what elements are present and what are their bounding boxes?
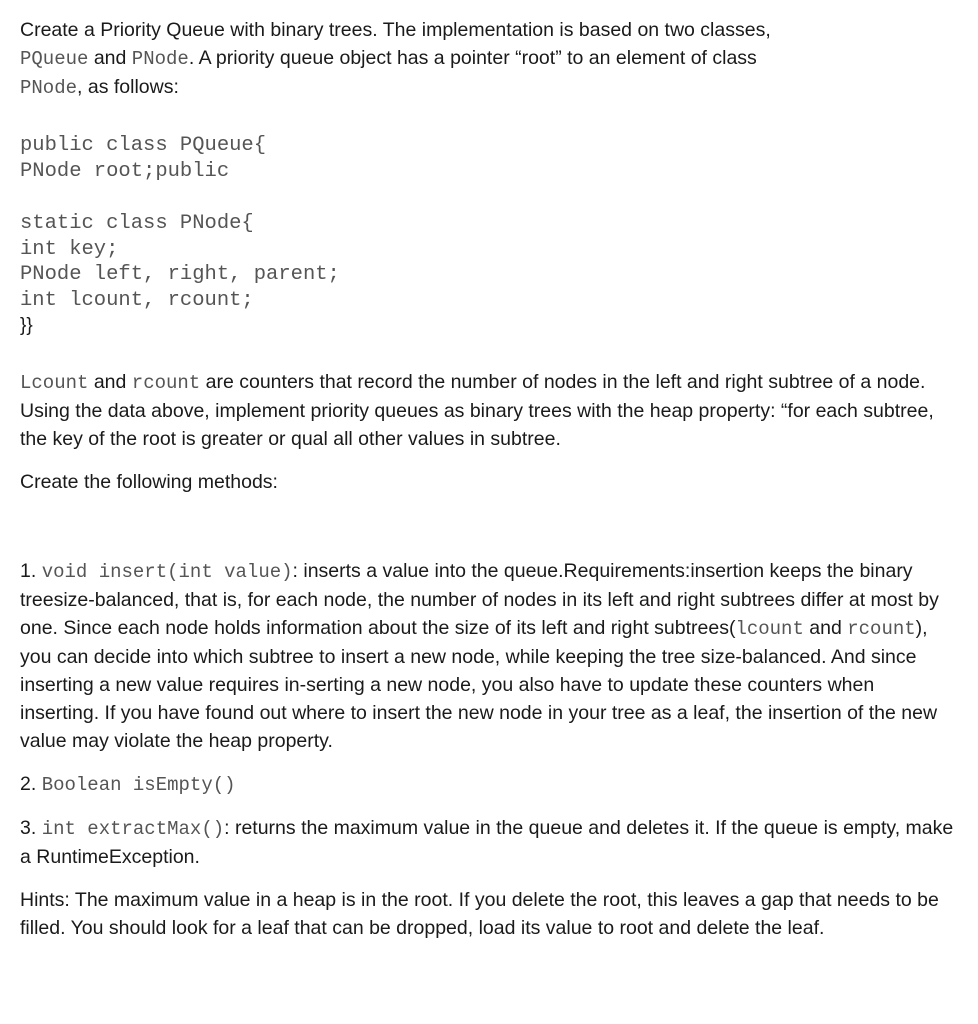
intro-paragraph <box>20 16 955 102</box>
create-methods-heading: Create the following methods: <box>20 470 278 493</box>
item3-number: 3. <box>20 816 42 839</box>
intro-text-3: . A priority queue object has a pointer “root” to an element of class <box>188 47 757 69</box>
item1-number: 1. <box>20 559 42 582</box>
item2-signature: Boolean isEmpty() <box>41 773 236 796</box>
intro-code-pnode: PNode <box>131 48 189 70</box>
item3-text-1: : returns the maximum value in the queue and deletes it. If the queue is empty, make a RuntimeException. <box>20 816 954 868</box>
method-insert <box>20 557 955 755</box>
intro-code-pnode-2: PNode <box>20 77 78 99</box>
item1-text-1: : inserts a value into the queue.Requirements:insertion keeps the binary treesize-balanced, that is, for each node, the number of nodes in its left and right subtrees differ at most by one. Since each node holds information about the size of its left and right subtrees( <box>20 559 939 639</box>
desc-code-lcount: Lcount <box>20 371 89 394</box>
desc-text-1: and <box>88 370 132 393</box>
code-close-braces: }} <box>20 315 33 336</box>
code-line: public class PQueue{ <box>20 134 267 157</box>
item3-signature: int extractMax() <box>41 817 225 840</box>
intro-text-1: Create a Priority Queue with binary trees. The implementation is based on two classes, <box>20 19 771 41</box>
code-block-pqueue <box>20 133 955 184</box>
desc-code-rcount: rcount <box>131 371 201 394</box>
document-body <box>20 16 955 942</box>
intro-text-4: , as follows: <box>77 76 179 98</box>
code-line: static class PNode{ <box>20 212 254 235</box>
code-line: PNode left, right, parent; <box>20 263 340 286</box>
intro-text-2: and <box>88 47 132 69</box>
desc-text-2: are counters that record the number of nodes in the left and right subtree of a node. Using the data above, implement priority queues as binary trees with the heap property: “for each subtree, the key of the root is greater or qual all other values in subtree. <box>20 370 934 450</box>
code-block-pnode <box>20 211 955 340</box>
code-line: PNode root;public <box>20 159 230 183</box>
item1-code-rcount: rcount <box>847 617 916 640</box>
intro-code-pqueue: PQueue <box>20 48 89 70</box>
item1-code-lcount: lcount <box>735 617 804 640</box>
method-extractmax <box>20 814 955 871</box>
code-line: int key; <box>20 237 119 261</box>
code-line: int lcount, rcount; <box>20 288 254 312</box>
hints-paragraph: Hints: The maximum value in a heap is in the root. If you delete the root, this leaves a gap that needs to be filled. You should look for a leaf that can be dropped, load its value to root and delete the leaf. <box>20 888 939 939</box>
counter-description <box>20 368 955 453</box>
item1-signature: void insert(int value) <box>41 560 293 583</box>
method-isempty <box>20 770 955 799</box>
item2-number: 2. <box>20 772 42 795</box>
item1-text-3: ), you can decide into which subtree to insert a new node, while keeping the tree size-balanced. And since inserting a new value requires in-serting a new node, you also have to update these counters when inserting. If you have found out where to insert the new node in your tree as a leaf, the insertion of the new value may violate the heap property. <box>20 616 938 752</box>
item1-text-2: and <box>803 616 848 639</box>
